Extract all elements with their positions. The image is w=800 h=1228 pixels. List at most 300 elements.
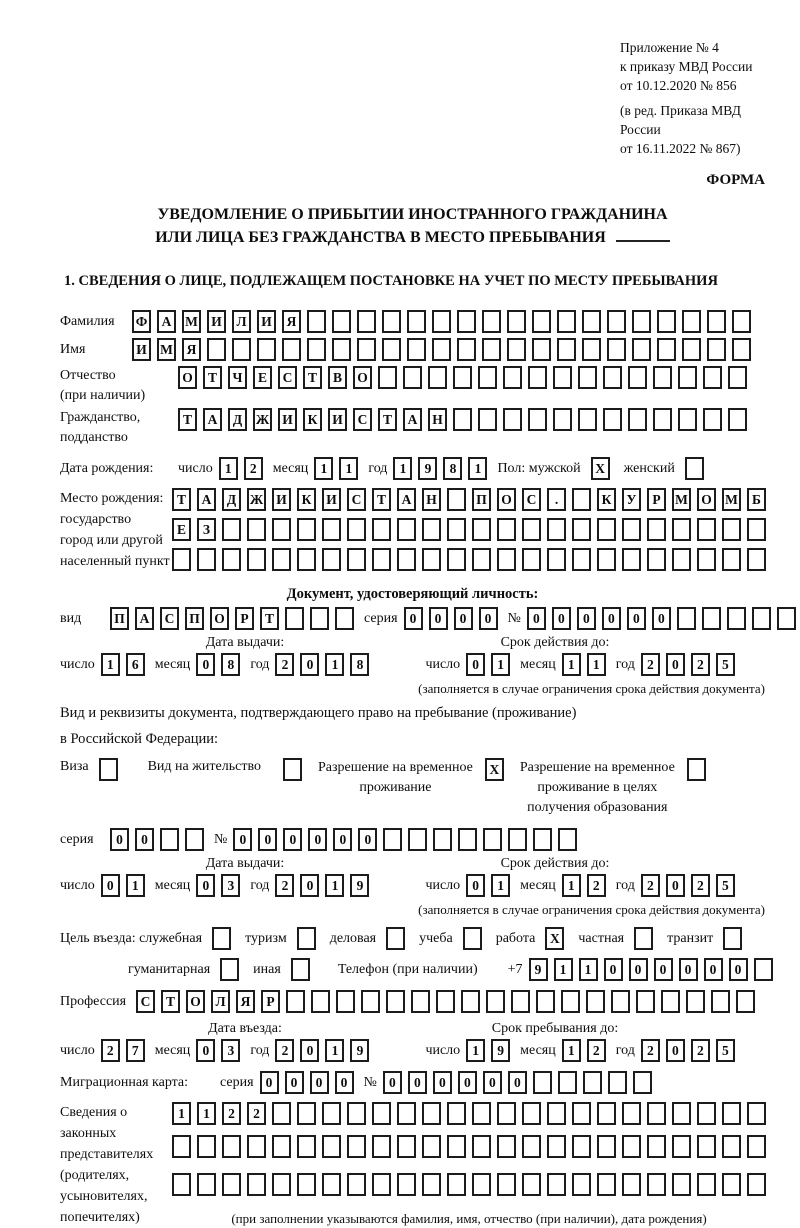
char-box[interactable] <box>282 338 301 361</box>
char-box[interactable]: 0 <box>285 1071 304 1094</box>
char-box[interactable]: 2 <box>641 1039 660 1062</box>
char-box[interactable] <box>597 548 616 571</box>
char-box[interactable] <box>611 990 630 1013</box>
char-box[interactable] <box>457 310 476 333</box>
char-box[interactable] <box>711 990 730 1013</box>
char-box[interactable]: 0 <box>454 607 473 630</box>
char-box[interactable] <box>433 828 452 851</box>
temporary-residence-checkbox[interactable]: X <box>485 758 504 781</box>
char-box[interactable] <box>322 1102 341 1125</box>
char-box[interactable]: 9 <box>350 874 369 897</box>
char-box[interactable] <box>372 548 391 571</box>
char-box[interactable] <box>732 338 751 361</box>
char-box[interactable] <box>632 338 651 361</box>
char-box[interactable]: 1 <box>325 1039 344 1062</box>
char-box[interactable]: 0 <box>527 607 546 630</box>
char-box[interactable] <box>497 518 516 541</box>
char-box[interactable] <box>578 408 597 431</box>
char-box[interactable]: 1 <box>466 1039 485 1062</box>
char-box[interactable]: 0 <box>196 653 215 676</box>
sex-male-checkbox[interactable]: X <box>591 457 610 480</box>
char-box[interactable] <box>361 990 380 1013</box>
char-box[interactable]: 0 <box>479 607 498 630</box>
char-box[interactable] <box>272 548 291 571</box>
char-box[interactable]: 1 <box>339 457 358 480</box>
char-box[interactable] <box>597 1135 616 1158</box>
char-box[interactable]: 3 <box>221 1039 240 1062</box>
char-box[interactable]: Т <box>372 488 391 511</box>
char-box[interactable]: 1 <box>468 457 487 480</box>
fill-blank[interactable] <box>616 228 670 242</box>
char-box[interactable] <box>697 1102 716 1125</box>
char-box[interactable] <box>286 990 305 1013</box>
char-box[interactable] <box>422 518 441 541</box>
char-box[interactable] <box>703 366 722 389</box>
char-box[interactable] <box>497 1135 516 1158</box>
char-box[interactable]: С <box>160 607 179 630</box>
char-box[interactable] <box>247 518 266 541</box>
char-box[interactable]: Ж <box>247 488 266 511</box>
char-box[interactable]: 6 <box>126 653 145 676</box>
char-box[interactable] <box>686 990 705 1013</box>
char-box[interactable] <box>586 990 605 1013</box>
char-box[interactable] <box>378 366 397 389</box>
char-box[interactable]: 0 <box>258 828 277 851</box>
char-box[interactable] <box>607 310 626 333</box>
char-box[interactable] <box>407 338 426 361</box>
char-box[interactable]: Я <box>282 310 301 333</box>
char-box[interactable] <box>311 990 330 1013</box>
char-box[interactable] <box>332 338 351 361</box>
char-box[interactable] <box>547 518 566 541</box>
char-box[interactable] <box>472 1102 491 1125</box>
char-box[interactable] <box>572 488 591 511</box>
char-box[interactable] <box>503 366 522 389</box>
char-box[interactable] <box>482 310 501 333</box>
purpose-tourism-checkbox[interactable] <box>297 927 316 950</box>
char-box[interactable] <box>347 1135 366 1158</box>
char-box[interactable] <box>422 1102 441 1125</box>
char-box[interactable] <box>297 518 316 541</box>
char-box[interactable] <box>583 1071 602 1094</box>
char-box[interactable] <box>307 310 326 333</box>
char-box[interactable] <box>297 1173 316 1196</box>
char-box[interactable] <box>447 1102 466 1125</box>
char-box[interactable]: 0 <box>308 828 327 851</box>
char-box[interactable] <box>678 366 697 389</box>
char-box[interactable]: Б <box>747 488 766 511</box>
char-box[interactable] <box>272 1135 291 1158</box>
char-box[interactable]: 0 <box>335 1071 354 1094</box>
char-box[interactable] <box>707 310 726 333</box>
char-box[interactable] <box>532 310 551 333</box>
char-box[interactable]: И <box>328 408 347 431</box>
char-box[interactable] <box>677 607 696 630</box>
char-box[interactable] <box>697 548 716 571</box>
char-box[interactable]: 2 <box>641 874 660 897</box>
char-box[interactable]: 0 <box>458 1071 477 1094</box>
char-box[interactable] <box>553 366 572 389</box>
char-box[interactable] <box>310 607 329 630</box>
char-box[interactable]: В <box>328 366 347 389</box>
char-box[interactable]: Д <box>222 488 241 511</box>
char-box[interactable] <box>322 518 341 541</box>
char-box[interactable] <box>628 408 647 431</box>
char-box[interactable] <box>372 1135 391 1158</box>
char-box[interactable]: 0 <box>666 1039 685 1062</box>
char-box[interactable] <box>357 338 376 361</box>
char-box[interactable]: 0 <box>508 1071 527 1094</box>
char-box[interactable]: 7 <box>126 1039 145 1062</box>
char-box[interactable]: И <box>322 488 341 511</box>
char-box[interactable]: А <box>197 488 216 511</box>
char-box[interactable] <box>397 1173 416 1196</box>
char-box[interactable]: 9 <box>491 1039 510 1062</box>
char-box[interactable] <box>682 338 701 361</box>
char-box[interactable] <box>647 1102 666 1125</box>
char-box[interactable] <box>382 338 401 361</box>
char-box[interactable] <box>357 310 376 333</box>
char-box[interactable] <box>582 338 601 361</box>
char-box[interactable] <box>422 1173 441 1196</box>
char-box[interactable] <box>653 366 672 389</box>
char-box[interactable] <box>383 828 402 851</box>
char-box[interactable] <box>447 1173 466 1196</box>
char-box[interactable]: 0 <box>300 653 319 676</box>
char-box[interactable] <box>472 548 491 571</box>
char-box[interactable] <box>722 1135 741 1158</box>
char-box[interactable] <box>653 408 672 431</box>
char-box[interactable] <box>347 548 366 571</box>
char-box[interactable]: А <box>157 310 176 333</box>
char-box[interactable] <box>558 828 577 851</box>
char-box[interactable] <box>453 366 472 389</box>
char-box[interactable] <box>572 548 591 571</box>
char-box[interactable] <box>678 408 697 431</box>
char-box[interactable] <box>382 310 401 333</box>
char-box[interactable] <box>247 1135 266 1158</box>
char-box[interactable] <box>232 338 251 361</box>
char-box[interactable] <box>322 548 341 571</box>
char-box[interactable] <box>622 1173 641 1196</box>
char-box[interactable]: 3 <box>221 874 240 897</box>
char-box[interactable]: 0 <box>679 958 698 981</box>
char-box[interactable]: А <box>135 607 154 630</box>
char-box[interactable]: 0 <box>101 874 120 897</box>
char-box[interactable] <box>557 310 576 333</box>
char-box[interactable]: И <box>278 408 297 431</box>
char-box[interactable] <box>672 548 691 571</box>
char-box[interactable] <box>247 1173 266 1196</box>
char-box[interactable]: О <box>186 990 205 1013</box>
char-box[interactable] <box>747 1102 766 1125</box>
char-box[interactable] <box>672 1173 691 1196</box>
char-box[interactable] <box>453 408 472 431</box>
char-box[interactable]: 0 <box>300 874 319 897</box>
char-box[interactable] <box>603 408 622 431</box>
char-box[interactable] <box>447 548 466 571</box>
char-box[interactable]: 0 <box>666 653 685 676</box>
char-box[interactable] <box>532 338 551 361</box>
char-box[interactable]: Р <box>261 990 280 1013</box>
char-box[interactable]: 9 <box>350 1039 369 1062</box>
char-box[interactable]: 9 <box>529 958 548 981</box>
char-box[interactable] <box>597 1173 616 1196</box>
char-box[interactable] <box>447 518 466 541</box>
visa-checkbox[interactable] <box>99 758 118 781</box>
temporary-residence-education-checkbox[interactable] <box>687 758 706 781</box>
char-box[interactable] <box>478 408 497 431</box>
char-box[interactable] <box>422 1135 441 1158</box>
char-box[interactable] <box>728 408 747 431</box>
char-box[interactable]: Т <box>161 990 180 1013</box>
char-box[interactable] <box>207 338 226 361</box>
char-box[interactable]: 1 <box>562 653 581 676</box>
char-box[interactable]: С <box>136 990 155 1013</box>
char-box[interactable] <box>557 338 576 361</box>
char-box[interactable]: Л <box>211 990 230 1013</box>
char-box[interactable]: 0 <box>652 607 671 630</box>
char-box[interactable] <box>597 1102 616 1125</box>
char-box[interactable]: 1 <box>587 653 606 676</box>
char-box[interactable] <box>636 990 655 1013</box>
char-box[interactable]: П <box>472 488 491 511</box>
char-box[interactable]: 1 <box>172 1102 191 1125</box>
char-box[interactable] <box>547 548 566 571</box>
char-box[interactable]: 2 <box>691 874 710 897</box>
char-box[interactable] <box>447 488 466 511</box>
char-box[interactable] <box>272 1102 291 1125</box>
char-box[interactable]: 2 <box>691 653 710 676</box>
char-box[interactable]: 8 <box>221 653 240 676</box>
char-box[interactable]: 0 <box>552 607 571 630</box>
char-box[interactable] <box>754 958 773 981</box>
char-box[interactable]: 0 <box>233 828 252 851</box>
char-box[interactable] <box>297 1135 316 1158</box>
char-box[interactable] <box>703 408 722 431</box>
char-box[interactable] <box>478 366 497 389</box>
char-box[interactable]: 0 <box>433 1071 452 1094</box>
char-box[interactable] <box>707 338 726 361</box>
char-box[interactable] <box>511 990 530 1013</box>
char-box[interactable]: 0 <box>310 1071 329 1094</box>
purpose-humanitarian-checkbox[interactable] <box>220 958 239 981</box>
char-box[interactable]: Д <box>228 408 247 431</box>
char-box[interactable]: С <box>347 488 366 511</box>
char-box[interactable] <box>482 338 501 361</box>
char-box[interactable] <box>747 548 766 571</box>
char-box[interactable] <box>197 548 216 571</box>
purpose-study-checkbox[interactable] <box>463 927 482 950</box>
char-box[interactable]: 0 <box>704 958 723 981</box>
char-box[interactable] <box>197 1173 216 1196</box>
char-box[interactable] <box>222 548 241 571</box>
char-box[interactable]: О <box>210 607 229 630</box>
char-box[interactable]: 1 <box>101 653 120 676</box>
char-box[interactable]: Т <box>303 366 322 389</box>
char-box[interactable] <box>447 1135 466 1158</box>
char-box[interactable]: С <box>353 408 372 431</box>
char-box[interactable]: О <box>697 488 716 511</box>
char-box[interactable]: 1 <box>491 653 510 676</box>
char-box[interactable]: 1 <box>325 653 344 676</box>
char-box[interactable] <box>558 1071 577 1094</box>
char-box[interactable]: М <box>182 310 201 333</box>
char-box[interactable] <box>682 310 701 333</box>
char-box[interactable] <box>603 366 622 389</box>
char-box[interactable]: 1 <box>393 457 412 480</box>
char-box[interactable]: 2 <box>244 457 263 480</box>
char-box[interactable] <box>461 990 480 1013</box>
char-box[interactable] <box>547 1135 566 1158</box>
char-box[interactable]: 0 <box>300 1039 319 1062</box>
char-box[interactable] <box>372 1173 391 1196</box>
char-box[interactable] <box>672 518 691 541</box>
char-box[interactable] <box>322 1173 341 1196</box>
char-box[interactable]: М <box>157 338 176 361</box>
char-box[interactable]: И <box>272 488 291 511</box>
char-box[interactable]: Т <box>378 408 397 431</box>
char-box[interactable]: Я <box>236 990 255 1013</box>
char-box[interactable] <box>372 518 391 541</box>
char-box[interactable] <box>633 1071 652 1094</box>
char-box[interactable]: 0 <box>602 607 621 630</box>
char-box[interactable] <box>336 990 355 1013</box>
purpose-transit-checkbox[interactable] <box>723 927 742 950</box>
char-box[interactable]: 1 <box>562 874 581 897</box>
char-box[interactable]: П <box>110 607 129 630</box>
char-box[interactable] <box>752 607 771 630</box>
char-box[interactable]: 0 <box>333 828 352 851</box>
char-box[interactable] <box>528 408 547 431</box>
char-box[interactable]: К <box>297 488 316 511</box>
char-box[interactable] <box>347 518 366 541</box>
char-box[interactable] <box>472 518 491 541</box>
char-box[interactable]: 9 <box>418 457 437 480</box>
char-box[interactable]: 2 <box>587 1039 606 1062</box>
char-box[interactable] <box>697 518 716 541</box>
char-box[interactable] <box>628 366 647 389</box>
char-box[interactable]: . <box>547 488 566 511</box>
char-box[interactable]: 0 <box>729 958 748 981</box>
char-box[interactable] <box>561 990 580 1013</box>
char-box[interactable]: 1 <box>126 874 145 897</box>
char-box[interactable]: 2 <box>101 1039 120 1062</box>
char-box[interactable] <box>372 1102 391 1125</box>
char-box[interactable]: П <box>185 607 204 630</box>
char-box[interactable] <box>747 1173 766 1196</box>
char-box[interactable] <box>411 990 430 1013</box>
char-box[interactable] <box>407 310 426 333</box>
char-box[interactable] <box>422 548 441 571</box>
purpose-business-checkbox[interactable] <box>386 927 405 950</box>
char-box[interactable]: Я <box>182 338 201 361</box>
char-box[interactable]: 0 <box>283 828 302 851</box>
char-box[interactable] <box>533 828 552 851</box>
char-box[interactable] <box>408 828 427 851</box>
char-box[interactable] <box>536 990 555 1013</box>
char-box[interactable] <box>572 1135 591 1158</box>
char-box[interactable]: М <box>722 488 741 511</box>
char-box[interactable] <box>322 1135 341 1158</box>
char-box[interactable]: 1 <box>197 1102 216 1125</box>
char-box[interactable]: 0 <box>466 653 485 676</box>
char-box[interactable] <box>197 1135 216 1158</box>
char-box[interactable] <box>172 1135 191 1158</box>
char-box[interactable]: Т <box>260 607 279 630</box>
char-box[interactable]: А <box>397 488 416 511</box>
char-box[interactable] <box>497 1173 516 1196</box>
char-box[interactable]: М <box>672 488 691 511</box>
char-box[interactable] <box>497 1102 516 1125</box>
char-box[interactable] <box>657 338 676 361</box>
char-box[interactable]: 1 <box>219 457 238 480</box>
sex-female-checkbox[interactable] <box>685 457 704 480</box>
char-box[interactable]: 0 <box>196 874 215 897</box>
char-box[interactable]: И <box>207 310 226 333</box>
char-box[interactable]: 0 <box>654 958 673 981</box>
char-box[interactable] <box>572 1102 591 1125</box>
char-box[interactable]: О <box>353 366 372 389</box>
char-box[interactable] <box>622 1102 641 1125</box>
char-box[interactable]: С <box>522 488 541 511</box>
char-box[interactable]: 5 <box>716 653 735 676</box>
char-box[interactable] <box>522 1135 541 1158</box>
char-box[interactable] <box>472 1173 491 1196</box>
char-box[interactable]: И <box>132 338 151 361</box>
char-box[interactable]: 2 <box>691 1039 710 1062</box>
char-box[interactable] <box>160 828 179 851</box>
char-box[interactable]: Ч <box>228 366 247 389</box>
purpose-other-checkbox[interactable] <box>291 958 310 981</box>
char-box[interactable] <box>608 1071 627 1094</box>
char-box[interactable]: 0 <box>358 828 377 851</box>
char-box[interactable] <box>347 1102 366 1125</box>
char-box[interactable] <box>272 1173 291 1196</box>
char-box[interactable]: 0 <box>666 874 685 897</box>
char-box[interactable]: Ж <box>253 408 272 431</box>
char-box[interactable] <box>522 1173 541 1196</box>
char-box[interactable]: 0 <box>627 607 646 630</box>
char-box[interactable]: А <box>203 408 222 431</box>
char-box[interactable] <box>507 338 526 361</box>
char-box[interactable]: 2 <box>275 1039 294 1062</box>
char-box[interactable] <box>457 338 476 361</box>
char-box[interactable] <box>547 1173 566 1196</box>
char-box[interactable]: 2 <box>222 1102 241 1125</box>
char-box[interactable] <box>522 1102 541 1125</box>
char-box[interactable] <box>647 518 666 541</box>
char-box[interactable]: 0 <box>260 1071 279 1094</box>
char-box[interactable]: Р <box>235 607 254 630</box>
char-box[interactable]: 8 <box>443 457 462 480</box>
char-box[interactable] <box>497 548 516 571</box>
char-box[interactable]: 0 <box>429 607 448 630</box>
char-box[interactable] <box>647 1135 666 1158</box>
char-box[interactable] <box>436 990 455 1013</box>
char-box[interactable] <box>332 310 351 333</box>
char-box[interactable]: 1 <box>554 958 573 981</box>
char-box[interactable] <box>728 366 747 389</box>
char-box[interactable] <box>722 1102 741 1125</box>
char-box[interactable]: К <box>303 408 322 431</box>
char-box[interactable] <box>297 1102 316 1125</box>
char-box[interactable]: 8 <box>350 653 369 676</box>
char-box[interactable] <box>397 518 416 541</box>
char-box[interactable] <box>472 1135 491 1158</box>
char-box[interactable] <box>702 607 721 630</box>
char-box[interactable]: 0 <box>383 1071 402 1094</box>
